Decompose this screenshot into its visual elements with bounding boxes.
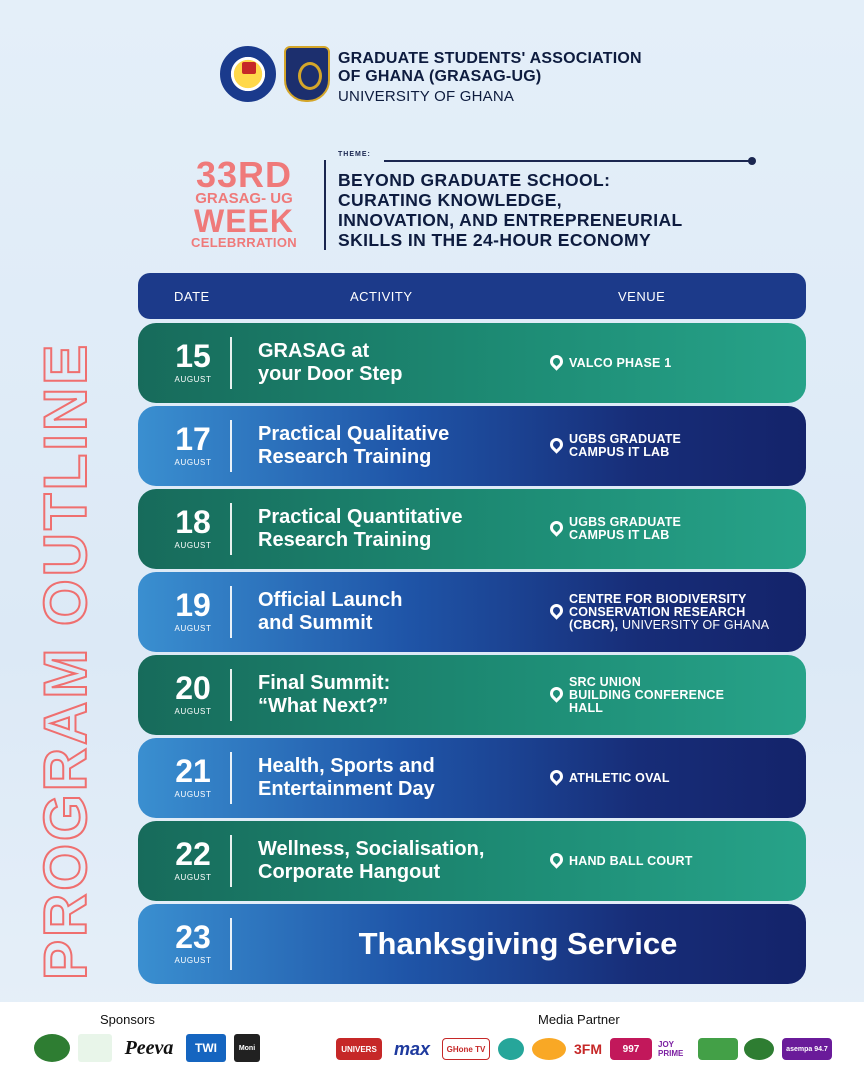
table-row	[138, 406, 806, 486]
row-day: 15	[175, 338, 211, 374]
row-divider	[230, 752, 232, 804]
location-pin-icon	[547, 767, 565, 785]
table-row	[138, 489, 806, 569]
sponsor-moni-logo: Moni	[234, 1034, 260, 1062]
row-activity: Practical Qualitative Research Training	[258, 423, 450, 468]
row-divider	[230, 835, 232, 887]
sponsor-peeva-logo: Peeva	[124, 1036, 174, 1059]
media-3fm-logo: 3FM	[574, 1041, 602, 1057]
row-month: AUGUST	[174, 873, 212, 882]
location-pin-icon	[547, 435, 565, 453]
row-venue: ATHLETIC OVAL	[550, 738, 800, 818]
row-day: 20	[175, 670, 211, 706]
media-u-logo	[744, 1038, 774, 1060]
media-univers-logo: UNIVERS	[336, 1038, 382, 1060]
row-activity: Final Summit: “What Next?”	[258, 672, 391, 717]
row-activity: Wellness, Socialisation, Corporate Hangout	[258, 838, 485, 883]
row-divider	[230, 337, 232, 389]
location-pin-icon	[547, 518, 565, 536]
row-day: 21	[175, 753, 211, 789]
theme-label: THEME:	[338, 151, 371, 158]
table-row	[138, 323, 806, 403]
media-joy-prime-logo: JOY PRIME	[658, 1040, 684, 1058]
media-green-logo	[698, 1038, 738, 1060]
row-month: AUGUST	[174, 707, 212, 716]
row-activity: Practical Quantitative Research Training	[258, 506, 463, 551]
table-row	[138, 904, 806, 984]
event-badge: 33RD GRASAG- UG WEEK CELEBRRATION	[191, 154, 297, 250]
university-crest-logo	[284, 46, 330, 102]
row-day: 18	[175, 504, 211, 540]
row-venue: HAND BALL COURT	[550, 821, 800, 901]
organization-name: GRADUATE STUDENTS' ASSOCIATION OF GHANA (GRASAG-UG)	[338, 50, 642, 85]
row-day: 23	[175, 919, 211, 955]
media-joy-997-logo: 997	[610, 1038, 652, 1060]
media-asempa-logo: asempa 94.7	[782, 1038, 832, 1060]
location-pin-icon	[547, 352, 565, 370]
table-row	[138, 572, 806, 652]
row-venue: UGBS GRADUATE CAMPUS IT LAB	[550, 489, 800, 569]
row-divider	[230, 918, 232, 970]
sponsor-24hour-logo	[78, 1034, 112, 1062]
row-divider	[230, 586, 232, 638]
row-month: AUGUST	[174, 375, 212, 384]
row-day: 22	[175, 836, 211, 872]
row-month: AUGUST	[174, 458, 212, 467]
table-row	[138, 655, 806, 735]
theme-rule	[384, 160, 752, 162]
row-activity: Official Launch and Summit	[258, 589, 403, 634]
row-activity: Thanksgiving Service	[358, 926, 678, 961]
media-partner-label: Media Partner	[538, 1012, 620, 1027]
grasag-logo	[220, 46, 276, 102]
location-pin-icon	[547, 684, 565, 702]
table-row	[138, 738, 806, 818]
program-outline-title: PROGRAM OUTLINE	[32, 341, 99, 980]
row-divider	[230, 503, 232, 555]
table-header	[138, 273, 806, 319]
header-venue: VENUE	[618, 289, 666, 304]
sponsors-label: Sponsors	[100, 1012, 155, 1027]
header-date: DATE	[174, 289, 210, 304]
footer	[0, 1002, 864, 1080]
row-venue: UGBS GRADUATE CAMPUS IT LAB	[550, 406, 800, 486]
row-day: 19	[175, 587, 211, 623]
media-tv3-logo	[532, 1038, 566, 1060]
theme-text: BEYOND GRADUATE SCHOOL: CURATING KNOWLEDGE, INNOVATION, AND ENTREPRENEURIAL SKILLS IN THE 24-HOUR ECONOMY	[338, 170, 683, 250]
university-name: UNIVERSITY OF GHANA	[338, 88, 515, 105]
media-channel-logo	[498, 1038, 524, 1060]
sponsor-seal-logo	[34, 1034, 70, 1062]
sponsor-twi-logo: TWI	[186, 1034, 226, 1062]
media-ghone-logo: GHone TV	[442, 1038, 490, 1060]
header-logos	[220, 46, 330, 102]
row-activity: GRASAG at your Door Step	[258, 340, 403, 385]
location-pin-icon	[547, 850, 565, 868]
header-activity: ACTIVITY	[350, 289, 413, 304]
row-month: AUGUST	[174, 956, 212, 965]
location-pin-icon	[547, 601, 565, 619]
row-day: 17	[175, 421, 211, 457]
row-divider	[230, 420, 232, 472]
media-max-logo: max	[393, 1038, 431, 1059]
row-venue: SRC UNION BUILDING CONFERENCE HALL	[550, 655, 800, 735]
row-month: AUGUST	[174, 790, 212, 799]
row-month: AUGUST	[174, 624, 212, 633]
row-activity: Health, Sports and Entertainment Day	[258, 755, 435, 800]
row-venue: CENTRE FOR BIODIVERSITY CONSERVATION RESEARCH (CBCR), UNIVERSITY OF GHANA	[550, 572, 800, 652]
row-venue: VALCO PHASE 1	[550, 323, 800, 403]
table-row	[138, 821, 806, 901]
row-month: AUGUST	[174, 541, 212, 550]
row-divider	[230, 669, 232, 721]
event-divider	[324, 160, 326, 250]
theme-rule-dot	[748, 157, 756, 165]
